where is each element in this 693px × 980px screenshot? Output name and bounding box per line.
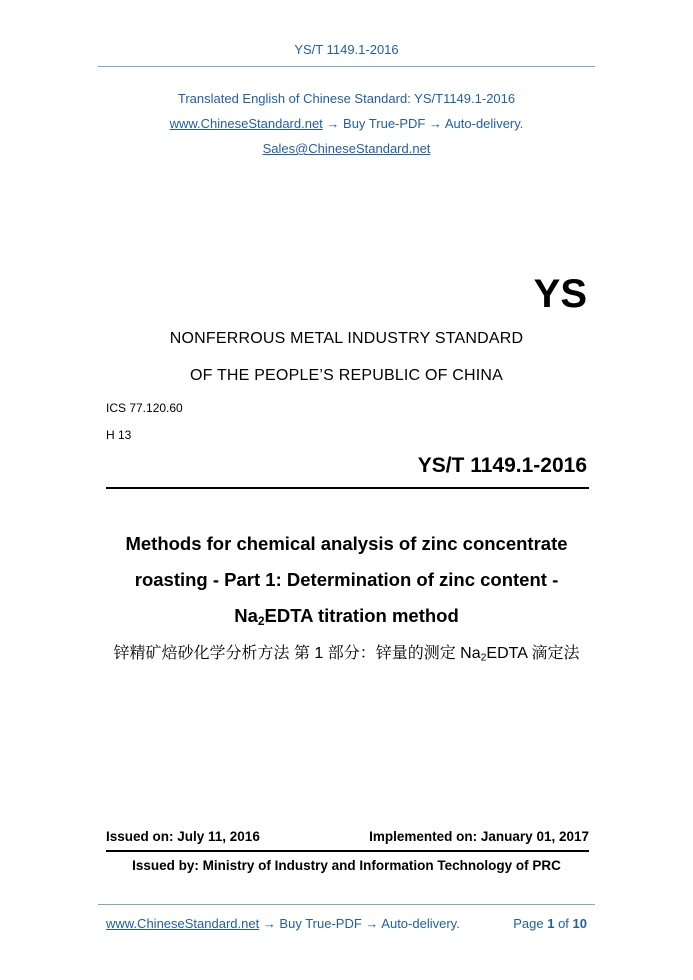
running-header: YS/T 1149.1-2016 bbox=[294, 42, 399, 57]
purchase-line bbox=[0, 116, 693, 131]
footer-divider bbox=[98, 904, 595, 905]
page-number: Page 1 of 10 bbox=[513, 916, 587, 931]
title-line1: Methods for chemical analysis of zinc concentrate bbox=[125, 533, 568, 554]
standard-type-line1: NONFERROUS METAL INDUSTRY STANDARD bbox=[169, 330, 524, 347]
site-link[interactable]: www.ChineseStandard.net bbox=[169, 116, 323, 131]
chinese-title: 锌精矿焙砂化学分析方法 第 1 部分：锌量的测定 $Na_2EDTA$ 滴定法 bbox=[113, 645, 580, 664]
standard-type-line2: OF THE PEOPLE’S REPUBLIC OF CHINA bbox=[189, 367, 504, 384]
footer-purchase-text: → Buy True-PDF → Auto-delivery. bbox=[259, 916, 460, 931]
ccs-code: H 13 bbox=[106, 428, 132, 442]
ys-logo: YS bbox=[533, 272, 587, 316]
email-link[interactable]: Sales@ChineseStandard.net bbox=[262, 141, 431, 156]
purchase-text: → Buy True-PDF → Auto-delivery. bbox=[322, 116, 524, 131]
total-pages: 10 bbox=[572, 916, 587, 931]
standard-code-divider bbox=[106, 487, 589, 489]
implemented-date: Implemented on: January 01, 2017 bbox=[369, 829, 589, 844]
issuer-divider bbox=[106, 850, 589, 852]
header-divider bbox=[98, 66, 595, 67]
standard-code: YS/T 1149.1-2016 bbox=[417, 454, 587, 477]
issued-date: Issued on: July 11, 2016 bbox=[106, 829, 260, 844]
title-line3: $Na_2EDTA$ titration method bbox=[234, 605, 459, 628]
footer-site-link[interactable]: www.ChineseStandard.net bbox=[106, 916, 260, 931]
translation-notice: Translated English of Chinese Standard: YS/T1149.1-2016 bbox=[177, 91, 516, 106]
ics-code: ICS 77.120.60 bbox=[106, 401, 183, 415]
footer-purchase-line bbox=[106, 916, 460, 931]
title-line2: roasting - Part 1: Determination of zinc content - bbox=[134, 569, 559, 590]
issuer: Issued by: Ministry of Industry and Information Technology of PRC bbox=[132, 858, 561, 873]
email-line bbox=[0, 141, 693, 156]
current-page: 1 bbox=[547, 916, 555, 931]
